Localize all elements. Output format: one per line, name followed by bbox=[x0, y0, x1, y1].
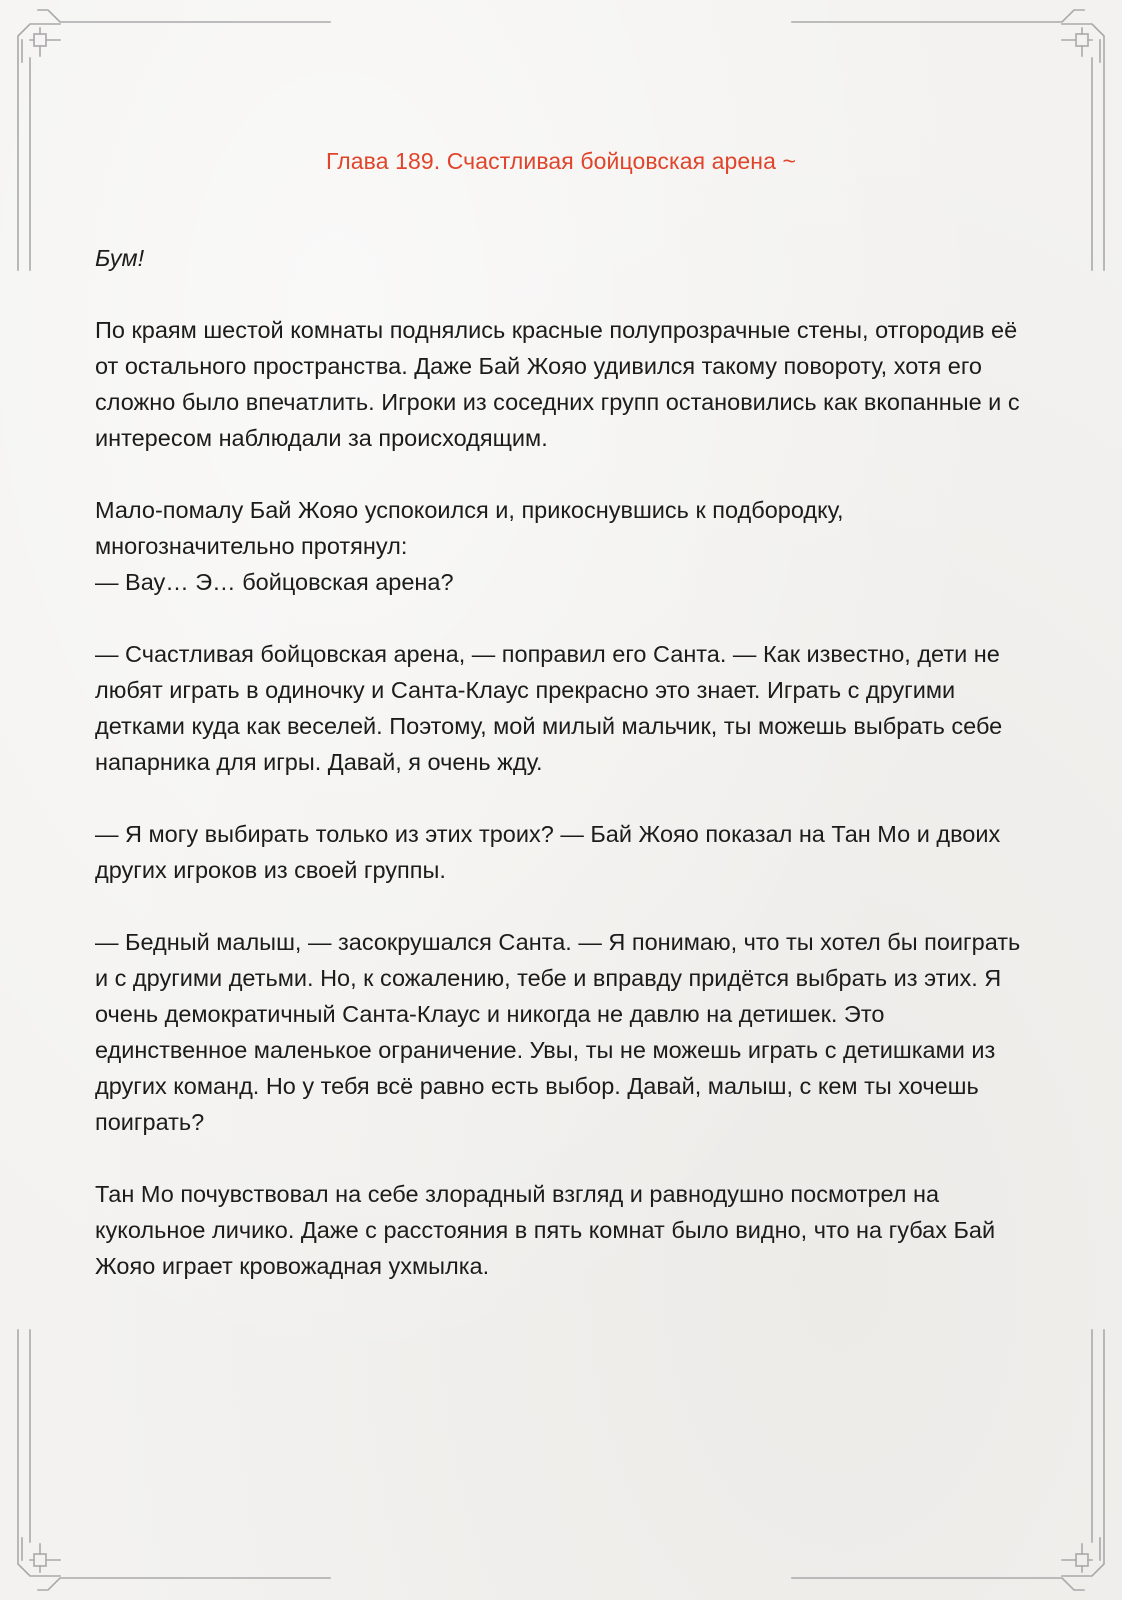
paragraph-5: — Бедный малыш, — засокрушался Санта. — Я понимаю, что ты хотел бы поиграть и с другими детьми. Но, к сожалению, тебе и вправду придётся выбрать из этих. Я очень демократичный Санта-Клаус и никогда не давлю на детишек. Это единственное маленькое ограничение. Увы, ты не можешь играть с детишками из других команд. Но у тебя всё равно есть выбор. Давай, малыш, с кем ты хочешь поиграть? bbox=[95, 929, 1021, 1135]
chapter-body bbox=[95, 240, 1030, 1320]
paragraph-4: — Я могу выбирать только из этих троих? — Бай Жояо показал на Тан Мо и двоих других игроков из своей группы. bbox=[95, 821, 1001, 883]
paragraph-2: Мало-помалу Бай Жояо успокоился и, прикоснувшись к подбородку, многозначительно протянул: bbox=[95, 497, 844, 559]
paragraph-3: — Счастливая бойцовская арена, — поправил его Санта. — Как известно, дети не любят играть в одиночку и Санта-Клаус прекрасно это знает. Играть с другими детками куда как веселей. Поэтому, мой милый мальчик, ты можешь выбрать себе напарника для игры. Давай, я очень жду. bbox=[95, 641, 1003, 775]
paragraph-6: Тан Мо почувствовал на себе злорадный взгляд и равнодушно посмотрел на кукольное личико. Даже с расстояния в пять комнат было видно, что на губах Бай Жояо играет кровожадная ухмылка. bbox=[95, 1181, 996, 1279]
corner-ornament-top-right bbox=[792, 10, 1104, 270]
chapter-title: Глава 189. Счастливая бойцовская арена ~ bbox=[325, 148, 797, 174]
corner-ornament-bottom-left bbox=[18, 1330, 330, 1590]
paragraph-2-dialogue: — Вау… Э… бойцовская арена? bbox=[95, 569, 454, 595]
paragraph-1: По краям шестой комнаты поднялись красные полупрозрачные стены, отгородив её от остального пространства. Даже Бай Жояо удивился такому повороту, хотя его сложно было впечатлить. Игроки из соседних групп остановились как вкопанные и с интересом наблюдали за происходящим. bbox=[95, 317, 1020, 451]
corner-ornament-top-left bbox=[18, 10, 330, 270]
paragraph-exclamation: Бум! bbox=[95, 245, 145, 271]
corner-ornament-bottom-right bbox=[792, 1330, 1104, 1590]
